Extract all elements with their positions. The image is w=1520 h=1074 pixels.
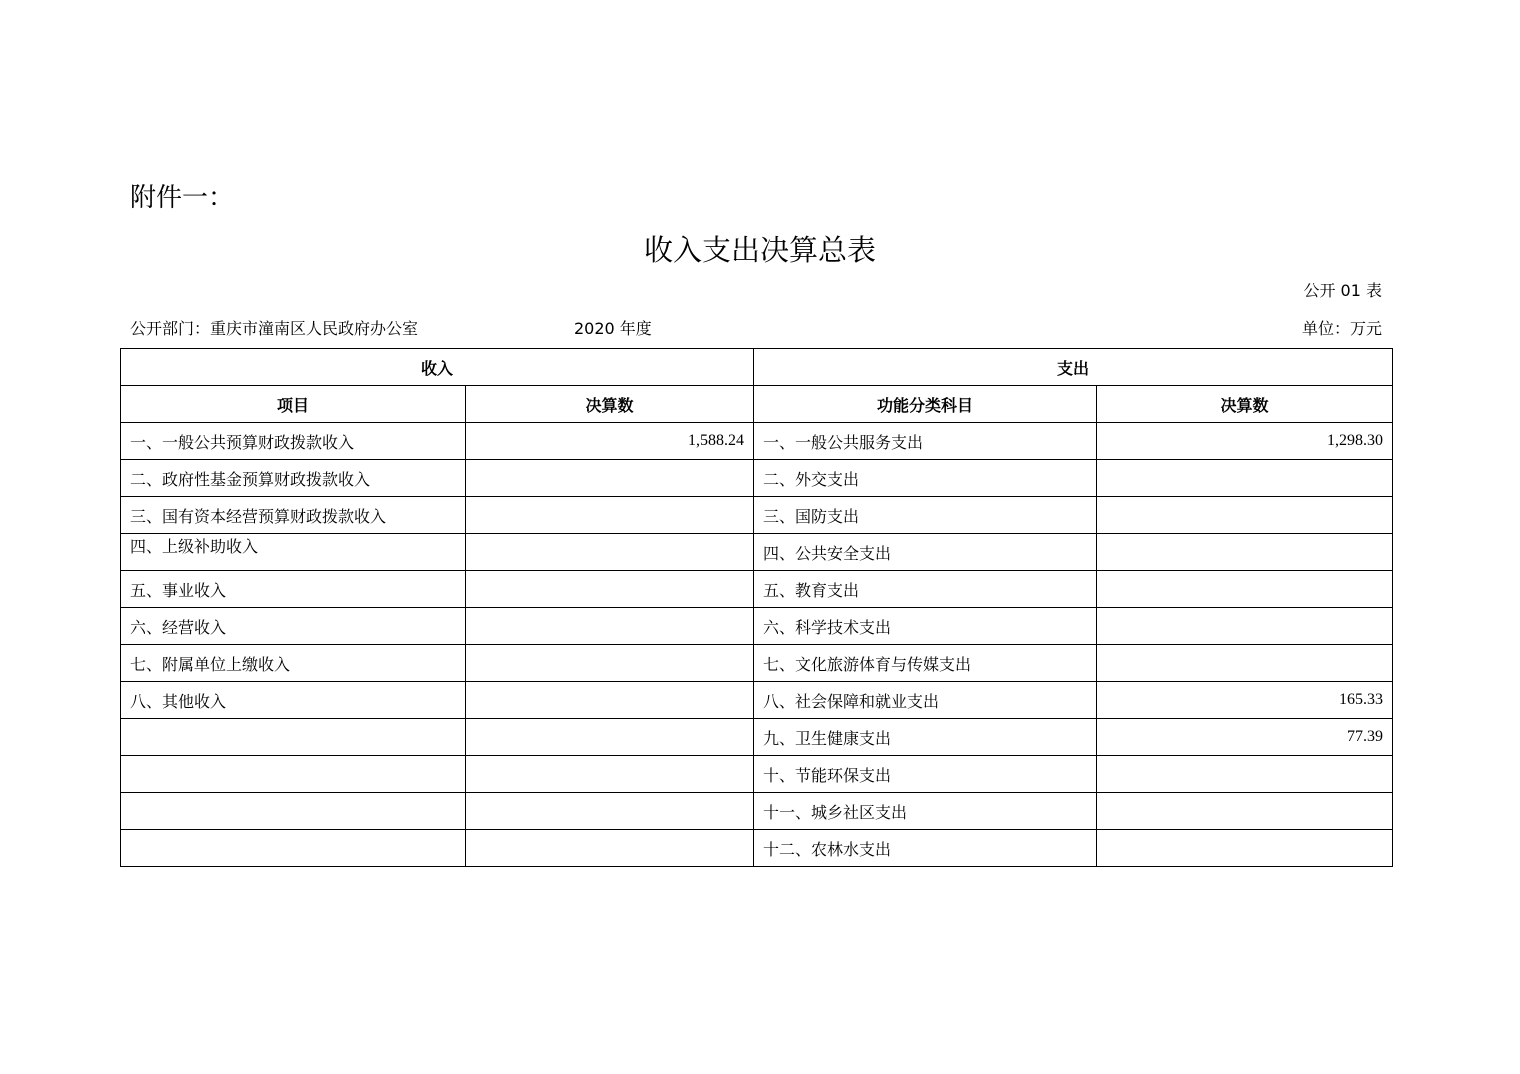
income-item-cell bbox=[121, 793, 466, 830]
expenditure-item-cell: 六、科学技术支出 bbox=[754, 608, 1097, 645]
table-row bbox=[121, 460, 1393, 497]
expenditure-item-cell: 八、社会保障和就业支出 bbox=[754, 682, 1097, 719]
expenditure-amount-cell bbox=[1097, 608, 1393, 645]
table-row bbox=[121, 571, 1393, 608]
table-row bbox=[121, 719, 1393, 756]
expenditure-amount-cell: 77.39 bbox=[1097, 719, 1393, 756]
income-item-cell bbox=[121, 719, 466, 756]
unit-label: 单位：万元 bbox=[1301, 319, 1382, 338]
income-item-cell: 八、其他收入 bbox=[121, 682, 466, 719]
expenditure-item-header: 功能分类科目 bbox=[754, 386, 1097, 423]
income-item-cell: 六、经营收入 bbox=[121, 608, 466, 645]
expenditure-item-cell: 二、外交支出 bbox=[754, 460, 1097, 497]
income-expenditure-table bbox=[120, 348, 1393, 867]
income-amount-cell bbox=[466, 793, 754, 830]
form-number-label: 公开 01 表 bbox=[1303, 281, 1382, 300]
expenditure-amount-cell bbox=[1097, 571, 1393, 608]
table-row bbox=[121, 793, 1393, 830]
income-amount-cell bbox=[466, 497, 754, 534]
income-item-cell: 二、政府性基金预算财政拨款收入 bbox=[121, 460, 466, 497]
table-row bbox=[121, 608, 1393, 645]
expenditure-amount-cell bbox=[1097, 460, 1393, 497]
expenditure-amount-cell bbox=[1097, 756, 1393, 793]
income-item-header: 项目 bbox=[121, 386, 466, 423]
expenditure-amount-cell bbox=[1097, 534, 1393, 571]
income-amount-cell bbox=[466, 571, 754, 608]
expenditure-item-cell: 一、一般公共服务支出 bbox=[754, 423, 1097, 460]
expenditure-amount-cell: 1,298.30 bbox=[1097, 423, 1393, 460]
income-item-cell: 三、国有资本经营预算财政拨款收入 bbox=[121, 497, 466, 534]
table-row bbox=[121, 534, 1393, 571]
income-item-cell bbox=[121, 756, 466, 793]
expenditure-item-cell: 七、文化旅游体育与传媒支出 bbox=[754, 645, 1097, 682]
expenditure-amount-cell bbox=[1097, 645, 1393, 682]
income-group-header: 收入 bbox=[121, 349, 754, 386]
income-amount-cell: 1,588.24 bbox=[466, 423, 754, 460]
expenditure-item-cell: 十、节能环保支出 bbox=[754, 756, 1097, 793]
income-amount-cell bbox=[466, 830, 754, 867]
column-header-row bbox=[121, 386, 1393, 423]
expenditure-amount-cell bbox=[1097, 830, 1393, 867]
income-amount-cell bbox=[466, 534, 754, 571]
income-amount-cell bbox=[466, 682, 754, 719]
page-title: 收入支出决算总表 bbox=[643, 233, 876, 267]
expenditure-item-cell: 三、国防支出 bbox=[754, 497, 1097, 534]
expenditure-amount-header: 决算数 bbox=[1097, 386, 1393, 423]
expenditure-item-cell: 四、公共安全支出 bbox=[754, 534, 1097, 571]
expenditure-amount-cell bbox=[1097, 793, 1393, 830]
income-amount-cell bbox=[466, 756, 754, 793]
table-row bbox=[121, 830, 1393, 867]
income-amount-cell bbox=[466, 719, 754, 756]
table-row bbox=[121, 682, 1393, 719]
fiscal-year-label: 2020 年度 bbox=[574, 319, 652, 338]
income-item-cell: 五、事业收入 bbox=[121, 571, 466, 608]
income-item-cell: 七、附属单位上缴收入 bbox=[121, 645, 466, 682]
income-item-cell: 一、一般公共预算财政拨款收入 bbox=[121, 423, 466, 460]
income-amount-cell bbox=[466, 608, 754, 645]
income-item-cell: 四、上级补助收入 bbox=[121, 534, 466, 571]
expenditure-amount-cell bbox=[1097, 497, 1393, 534]
table-row bbox=[121, 497, 1393, 534]
table-row bbox=[121, 756, 1393, 793]
expenditure-item-cell: 九、卫生健康支出 bbox=[754, 719, 1097, 756]
table-row bbox=[121, 645, 1393, 682]
income-item-cell bbox=[121, 830, 466, 867]
expenditure-amount-cell: 165.33 bbox=[1097, 682, 1393, 719]
expenditure-group-header: 支出 bbox=[754, 349, 1393, 386]
income-amount-cell bbox=[466, 460, 754, 497]
income-amount-header: 决算数 bbox=[466, 386, 754, 423]
income-amount-cell bbox=[466, 645, 754, 682]
expenditure-item-cell: 五、教育支出 bbox=[754, 571, 1097, 608]
table-row bbox=[121, 423, 1393, 460]
expenditure-item-cell: 十二、农林水支出 bbox=[754, 830, 1097, 867]
attachment-label: 附件一： bbox=[130, 183, 235, 213]
expenditure-item-cell: 十一、城乡社区支出 bbox=[754, 793, 1097, 830]
department-label: 公开部门：重庆市潼南区人民政府办公室 bbox=[130, 319, 419, 338]
group-header-row bbox=[121, 349, 1393, 386]
